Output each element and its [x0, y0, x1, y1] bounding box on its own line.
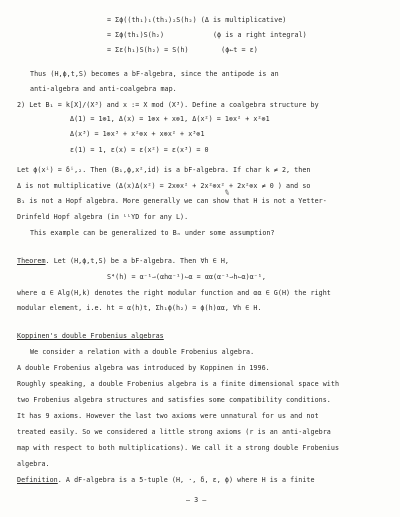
- text-line: We consider a relation with a double Frobenius algebra.: [30, 348, 255, 356]
- text-line: Roughly speaking, a double Frobenius algebra is a finite dimensional space with: [17, 380, 340, 388]
- text-line: where α ∈ Alg(H,k) denotes the right modular function and αα ∈ G(H) the right: [17, 289, 331, 297]
- equation-line-3: = Σε(h₁)S(h₂) = S(h) (ϕ←t = ε): [107, 46, 258, 54]
- text-line: modular element, i.e. ht = α(h)t, Σh₁ϕ(h₂) = ϕ(h)αα, ∀h ∈ H.: [17, 304, 262, 312]
- text-line: Let ϕ(xⁱ) = δⁱ,₂. Then (B₁,ϕ,x²,id) is a bF-algebra. If char k ≠ 2, then: [17, 166, 311, 174]
- page-number: — 3 —: [186, 496, 207, 504]
- text-line: It has 9 axioms. However the last two axioms were unnatural for us and not: [17, 412, 319, 420]
- text-line: Drinfeld Hopf algebra (in ᴸᴸYD for any L).: [17, 213, 189, 221]
- equation-line-2: = Σϕ(th₁)S(h₂) (ϕ is a right integral): [107, 31, 307, 39]
- text-line: Δ is not multiplicative (Δ(x)Δ(x²) = 2x⊗x² + 2x²⊗x² + 2x²⊗x ≠ 0 ) and so: [17, 182, 311, 190]
- text-line: A double Frobenius algebra was introduced by Koppinen in 1996.: [17, 364, 270, 372]
- text-line: map with respect to both multiplications). We call it a strong double Frobenius: [17, 444, 340, 452]
- coproduct-line: Δ(x³) = 1⊗x³ + x²⊗x + x⊗x² + x³⊗1: [70, 130, 205, 138]
- example-2-heading: 2) Let B₁ = k[X]/(X³) and x := X mod (X³). Define a coalgebra structure by: [17, 101, 319, 109]
- coproduct-line: Δ(1) = 1⊗1, Δ(x) = 1⊗x + x⊗1, Δ(x²) = 1⊗x² + x²⊗1: [70, 115, 270, 123]
- text-line: treated easily. So we considered a little strong axioms (r is an anti-algebra: [17, 428, 331, 436]
- theorem-line: Theorem. Let (H,ϕ,t,S) be a bF-algebra. Then ∀h ∈ H,: [17, 257, 229, 265]
- counit-line: ε(1) = 1, ε(x) = ε(x²) = ε(x³) = 0: [70, 146, 209, 154]
- text-line: anti-algebra and anti-coalgebra map.: [30, 85, 177, 93]
- text-line: Thus (H,ϕ,t,S) becomes a bF-algebra, since the antipode is an: [30, 70, 279, 78]
- text-line: This example can be generalized to Bₙ under some assumption?: [30, 229, 275, 237]
- equation-line-1: = Σϕ((th₁)₁(th₁)₂S(h₂) (Δ is multiplicative): [107, 16, 287, 24]
- pencil-mark-icon: ✎: [222, 187, 231, 199]
- text-line: two Frobenius algebra structures and satisfies some compatibility conditions.: [17, 396, 331, 404]
- theorem-formula: S⁴(h) = α⁻¹⇀(αhα⁻¹)↼α = αα(α⁻¹⇀h↼α)α⁻¹,: [107, 273, 266, 281]
- text-line: algebra.: [17, 460, 50, 468]
- text-line: B₁ is not a Hopf algebra. More generally we can show that H is not a Yetter-: [17, 197, 327, 205]
- definition-line: Definition. A dF-algebra is a 5-tuple (H, ·, δ, ε, ϕ) where H is a finite: [17, 476, 315, 484]
- section-heading: Koppinen's double Frobenius algebras: [17, 332, 164, 340]
